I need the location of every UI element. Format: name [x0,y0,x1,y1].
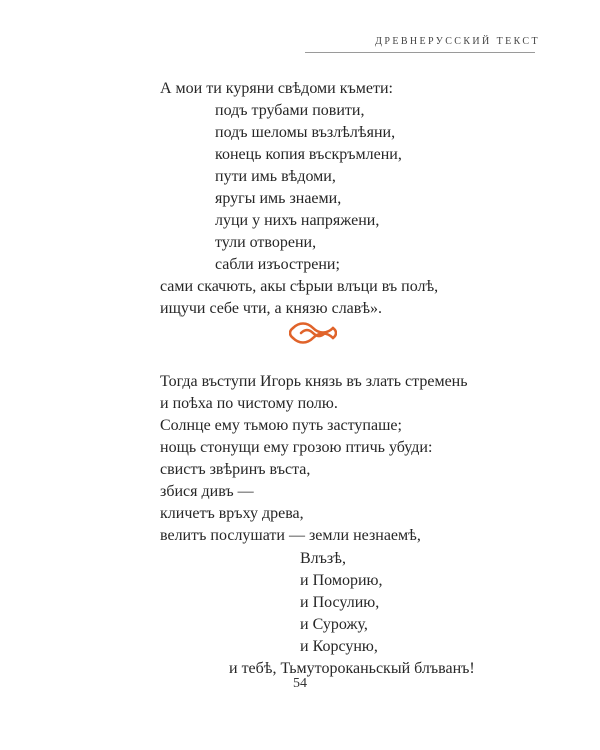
verse-line: конець копия въскръмлени, [215,146,402,163]
verse-line: и Сурожу, [300,616,368,633]
verse-line: подъ шеломы възлѣлѣяни, [215,124,396,141]
verse-line: подъ трубами повити, [215,102,365,119]
verse-line: Тогда въступи Игорь князь въ злать стремень [160,373,468,390]
verse-line: А мои ти куряни свѣдоми къмети: [160,80,393,97]
verse-line: Солнце ему тьмою путь заступаше; [160,417,402,434]
verse-line: и Корсуню, [300,638,378,655]
verse-line: и тебѣ, Тьмутороканьскый блъванъ! [229,660,475,677]
verse-line: пути имь вѣдоми, [215,168,336,185]
verse-line: свистъ звѣринъ въста, [160,461,311,478]
verse-line: кличетъ връху древа, [160,505,304,522]
verse-line: луци у нихъ напряжени, [215,212,380,229]
verse-line: яругы имь знаеми, [215,190,342,207]
verse-line: нощь стонущи ему грозою птичь убуди: [160,439,433,456]
verse-line: Влъзѣ, [300,550,346,567]
header-rule [305,52,535,53]
verse-line: сабли изъострени; [215,256,340,273]
verse-line: ищучи себе чти, а князю славѣ». [160,300,383,317]
verse-line: сами скачють, акы сѣрыи влъци въ полѣ, [160,278,439,295]
running-head: ДРЕВНЕРУССКИЙ ТЕКСТ [375,36,540,47]
verse-line: и поѣха по чистому полю. [160,395,338,412]
page-number: 54 [293,676,307,691]
verse-line: тули отворени, [215,234,317,251]
verse-line: и Посулию, [300,594,380,611]
knot-ornament-icon [289,322,337,344]
verse-line: збися дивъ — [160,483,254,500]
verse-line: и Поморию, [300,572,383,589]
verse-line: велитъ послушати — земли незнаемѣ, [160,527,421,544]
